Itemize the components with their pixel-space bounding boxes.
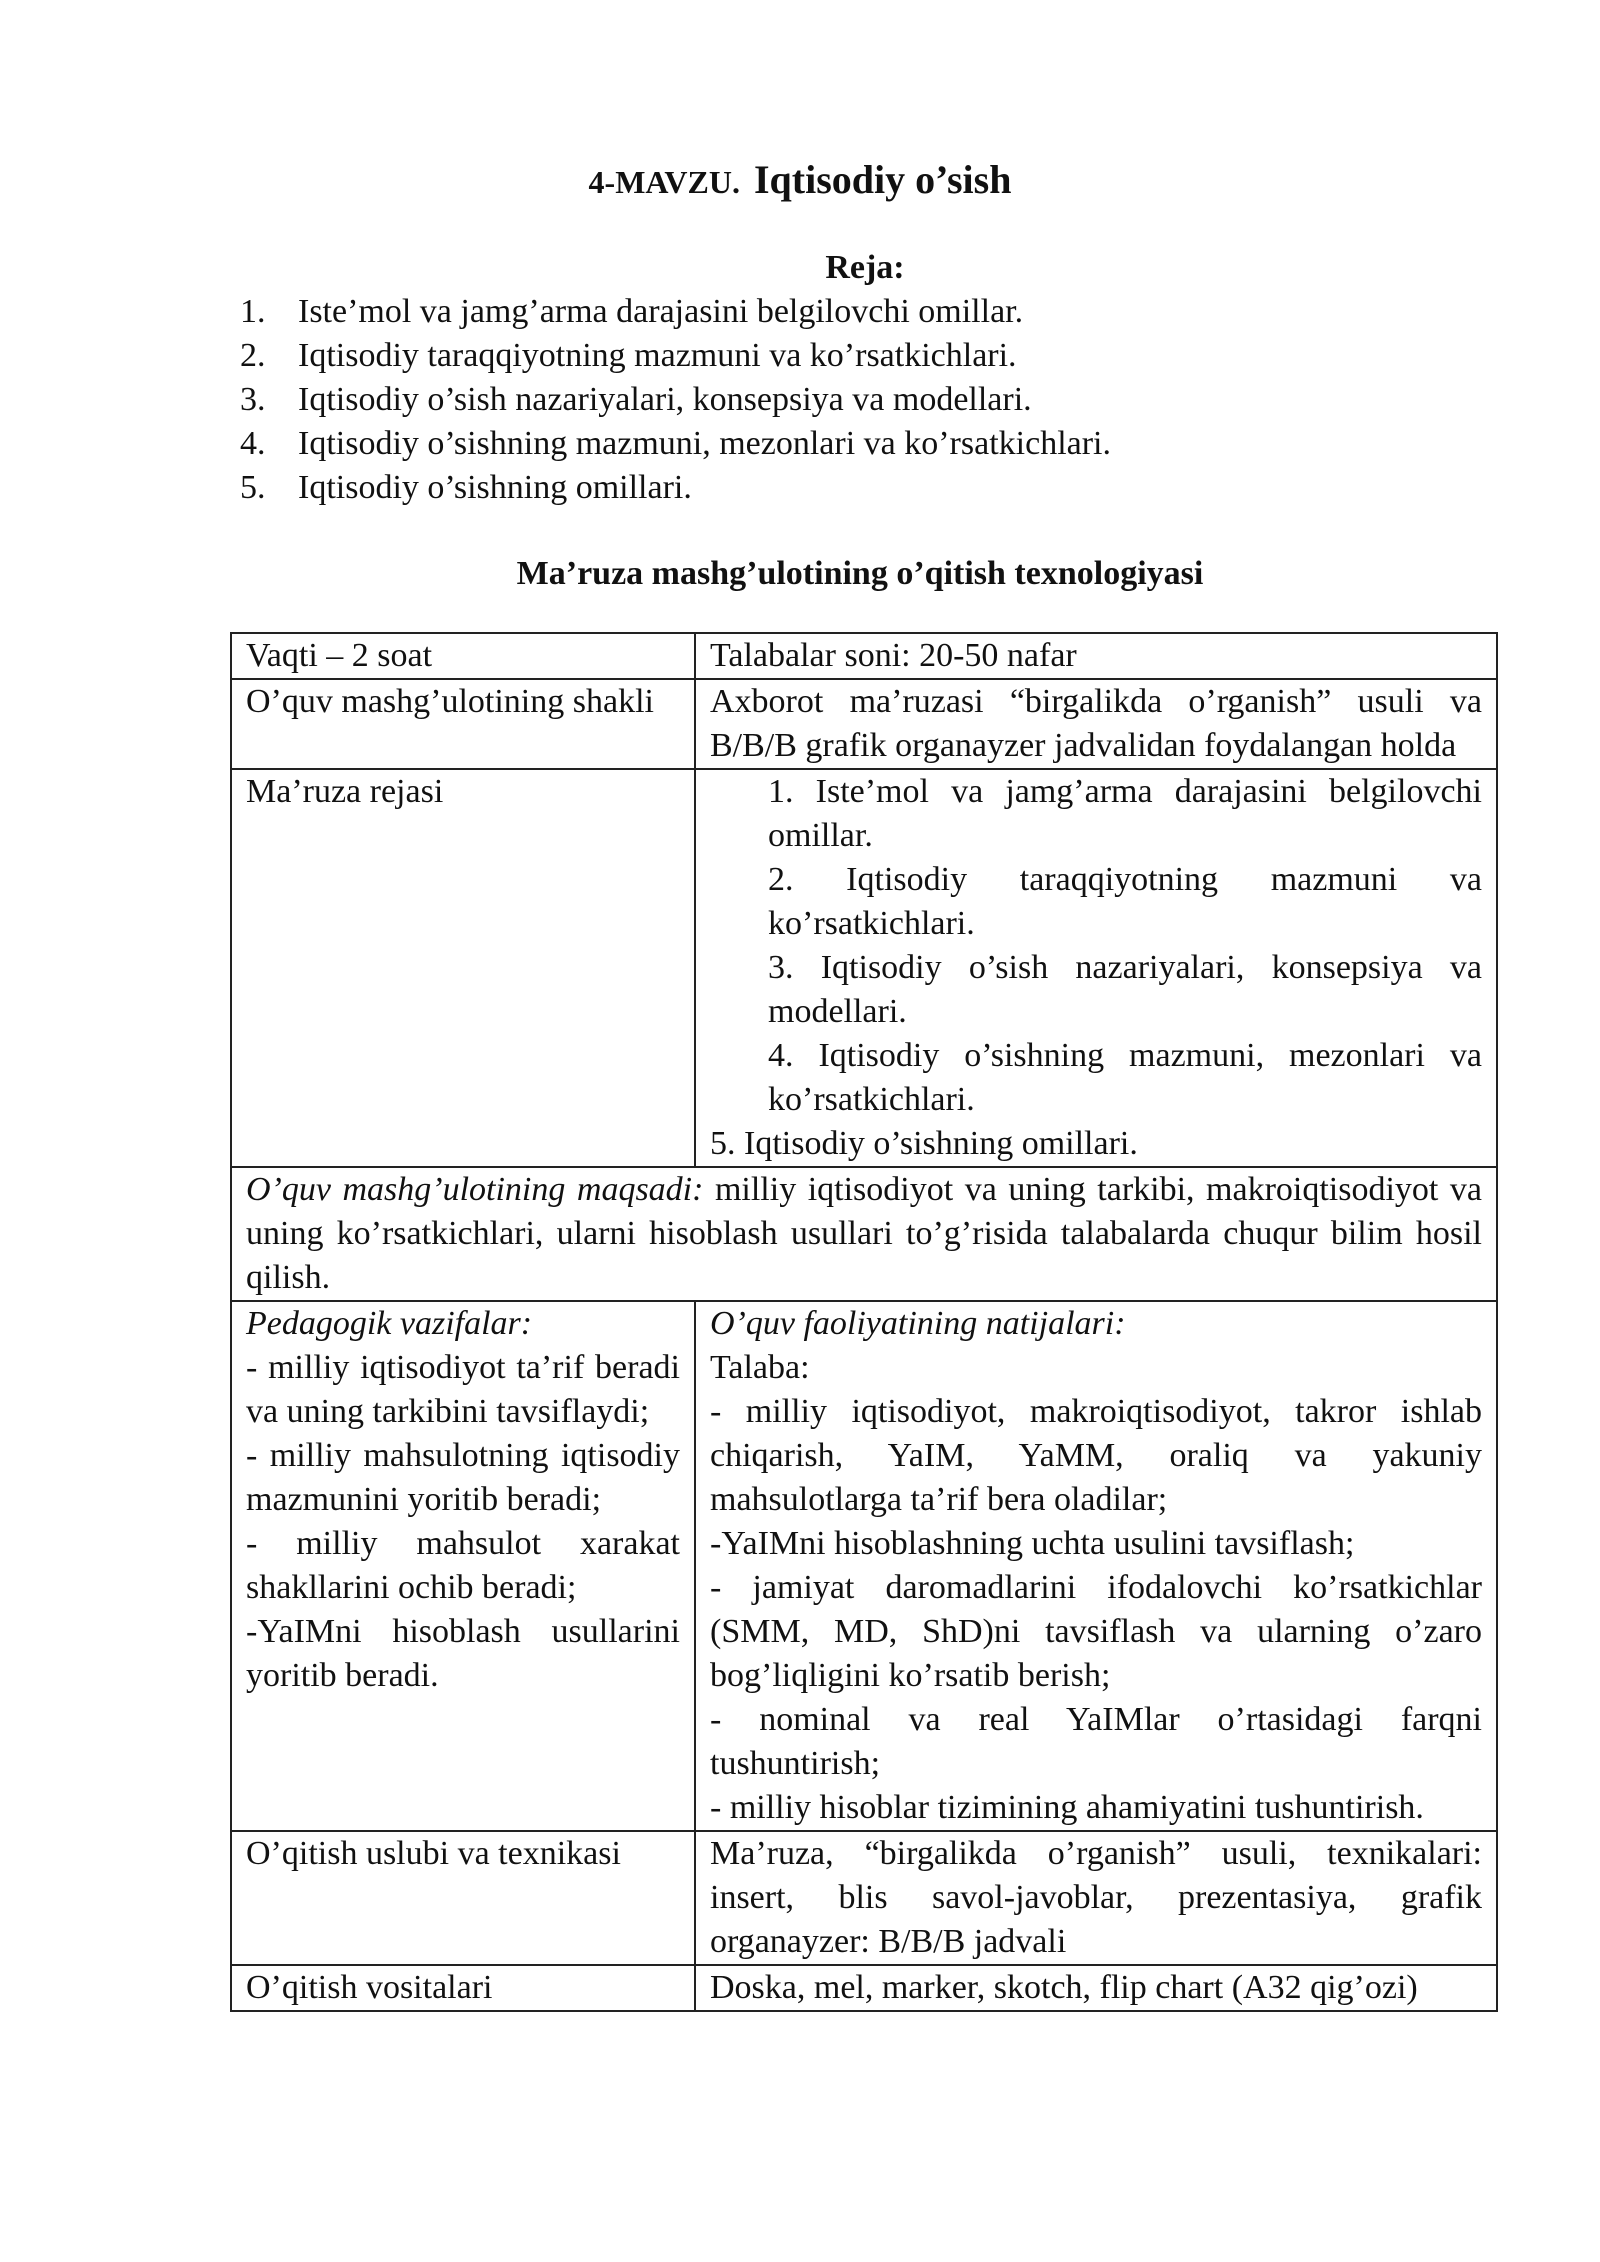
- title-prefix: 4-MAVZU.: [588, 164, 740, 200]
- plan-item: 2. Iqtisodiy taraqqiyotning mazmuni va ko’rsatkichlari.: [768, 861, 1482, 942]
- list-item-number: 1.: [240, 293, 266, 330]
- table-row: [231, 679, 1497, 769]
- task-item: - milliy iqtisodiyot ta’rif beradi va uning tarkibini tavsiflaydi;: [246, 1349, 680, 1430]
- table-cell: Ma’ruza, “birgalikda o’rganish” usuli, texnikalari: insert, blis savol-javoblar, prezentasiya, grafik organayzer: B/B/B jadvali: [695, 1831, 1497, 1965]
- table-row: [231, 1167, 1497, 1301]
- list-item: [240, 290, 1500, 334]
- table-cell: [231, 1167, 1497, 1301]
- table-cell: Doska, mel, marker, skotch, flip chart (A32 qig’ozi): [695, 1965, 1497, 2011]
- list-item-text: Iste’mol va jamg’arma darajasini belgilovchi omillar.: [298, 293, 1024, 330]
- list-item-text: Iqtisodiy taraqqiyotning mazmuni va ko’rsatkichlari.: [298, 337, 1017, 374]
- list-item-text: Iqtisodiy o’sishning omillari.: [298, 469, 692, 506]
- result-item: - jamiyat daromadlarini ifodalovchi ko’rsatkichlar (SMM, MD, ShD)ni tavsiflash va ularning o’zaro bog’liqligini ko’rsatib berish;: [710, 1569, 1482, 1694]
- table-cell: Axborot ma’ruzasi “birgalikda o’rganish” usuli va B/B/B grafik organayzer jadvalidan foydalangan holda: [695, 679, 1497, 769]
- table-row: [231, 769, 1497, 1167]
- list-item: [240, 466, 1500, 510]
- page-title: [0, 150, 1600, 213]
- list-item: [240, 422, 1500, 466]
- table-cell: Talabalar soni: 20-50 nafar: [695, 633, 1497, 679]
- title-main: Iqtisodiy o’sish: [753, 157, 1012, 202]
- table-row: [231, 633, 1497, 679]
- list-item-number: 2.: [240, 337, 266, 374]
- result-item: -YaIMni hisoblashning uchta usulini tavsiflash;: [710, 1525, 1355, 1562]
- reja-heading: Reja:: [825, 249, 905, 286]
- table-cell: [695, 1301, 1497, 1831]
- task-item: - milliy mahsulotning iqtisodiy mazmunini yoritib beradi;: [246, 1437, 680, 1518]
- reja-list: [240, 290, 1500, 510]
- plan-item: 4. Iqtisodiy o’sishning mazmuni, mezonlari va ko’rsatkichlari.: [768, 1037, 1482, 1118]
- list-item-number: 5.: [240, 469, 266, 506]
- results-intro: Talaba:: [710, 1349, 810, 1386]
- table-cell: Vaqti – 2 soat: [231, 633, 695, 679]
- table-cell: [695, 769, 1497, 1167]
- goal-label: O’quv mashg’ulotining maqsadi:: [246, 1171, 704, 1208]
- task-item: -YaIMni hisoblash usullarini yoritib beradi.: [246, 1613, 680, 1694]
- results-heading: O’quv faoliyatining natijalari:: [710, 1305, 1126, 1342]
- list-item: [240, 334, 1500, 378]
- list-item-text: Iqtisodiy o’sish nazariyalari, konsepsiya va modellari.: [298, 381, 1032, 418]
- table-cell: O’quv mashg’ulotining shakli: [231, 679, 695, 769]
- list-item: [240, 378, 1500, 422]
- goal-text: milliy iqtisodiyot va uning tarkibi, makroiqtisodiyot va uning ko’rsatkichlari, ularni hisoblash usullari to’g’risida talabalarda chuqur bilim hosil qilish.: [246, 1171, 1482, 1296]
- table-row: [231, 1965, 1497, 2011]
- plan-item: 5. Iqtisodiy o’sishning omillari.: [710, 1125, 1138, 1162]
- table-cell: O’qitish vositalari: [231, 1965, 695, 2011]
- table-cell: Ma’ruza rejasi: [231, 769, 695, 1167]
- result-item: - nominal va real YaIMlar o’rtasidagi farqni tushuntirish;: [710, 1701, 1482, 1782]
- table-cell: O’qitish uslubi va texnikasi: [231, 1831, 695, 1965]
- table-row: [231, 1831, 1497, 1965]
- lesson-plan-table: [230, 632, 1498, 2012]
- plan-item: 3. Iqtisodiy o’sish nazariyalari, konsepsiya va modellari.: [768, 949, 1482, 1030]
- section-heading: Ma’ruza mashg’ulotining o’qitish texnologiyasi: [516, 555, 1204, 592]
- task-item: - milliy mahsulot xarakat shakllarini ochib beradi;: [246, 1525, 680, 1606]
- list-item-number: 4.: [240, 425, 266, 462]
- list-item-text: Iqtisodiy o’sishning mazmuni, mezonlari va ko’rsatkichlari.: [298, 425, 1111, 462]
- result-item: - milliy iqtisodiyot, makroiqtisodiyot, takror ishlab chiqarish, YaIM, YaMM, oraliq va yakuniy mahsulotlarga ta’rif bera oladilar;: [710, 1393, 1482, 1518]
- list-item-number: 3.: [240, 381, 266, 418]
- tasks-heading: Pedagogik vazifalar:: [246, 1305, 533, 1342]
- plan-item: 1. Iste’mol va jamg’arma darajasini belgilovchi omillar.: [768, 773, 1482, 854]
- table-cell: [231, 1301, 695, 1831]
- result-item: - milliy hisoblar tizimining ahamiyatini tushuntirish.: [710, 1789, 1424, 1826]
- table-row: [231, 1301, 1497, 1831]
